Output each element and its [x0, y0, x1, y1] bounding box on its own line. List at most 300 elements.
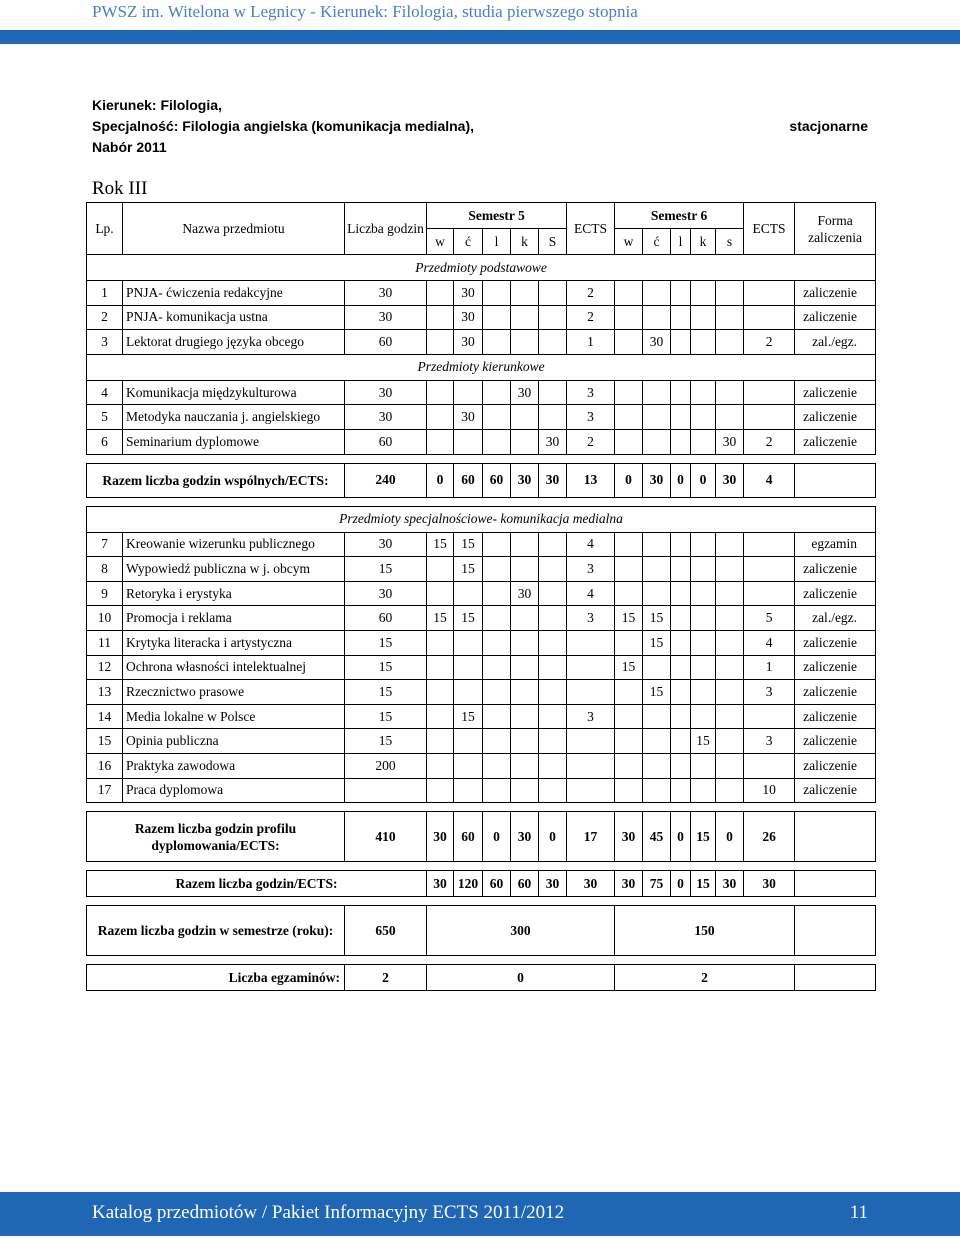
subject-value: 30	[345, 305, 427, 330]
subject-value: 10	[744, 778, 795, 803]
subject-value	[483, 581, 511, 606]
subject-value	[691, 429, 716, 454]
subject-value	[539, 655, 567, 680]
subject-value	[427, 405, 454, 430]
subject-value	[539, 532, 567, 557]
subject-value	[691, 557, 716, 582]
page-header-title: PWSZ im. Witelona w Legnicy - Kierunek: Filologia, studia pierwszego stopnia	[92, 2, 638, 21]
subject-value	[716, 405, 744, 430]
sum-profile-value: 0	[671, 812, 691, 862]
subject-row	[87, 330, 876, 355]
subject-value	[691, 655, 716, 680]
sem6-subheader: s	[716, 229, 744, 255]
sum-total-label: Razem liczba godzin/ECTS:	[87, 871, 427, 897]
assessment-form: zal./egz.	[795, 330, 876, 355]
subject-name: Retoryka i erystyka	[123, 581, 345, 606]
subject-value	[716, 380, 744, 405]
subject-value	[691, 753, 716, 778]
assessment-form: zaliczenie	[795, 753, 876, 778]
subject-value	[716, 281, 744, 306]
subject-value: 3	[567, 704, 615, 729]
section-major: Przedmioty kierunkowe	[87, 354, 876, 380]
subject-number: 9	[87, 581, 123, 606]
subject-value	[615, 330, 643, 355]
subject-number: 16	[87, 753, 123, 778]
subject-value	[539, 305, 567, 330]
subject-value	[483, 729, 511, 754]
subject-value: 30	[716, 429, 744, 454]
subject-value	[744, 281, 795, 306]
subject-row	[87, 305, 876, 330]
subject-value: 30	[345, 532, 427, 557]
subject-name: Opinia publiczna	[123, 729, 345, 754]
sum-profile-empty	[795, 812, 876, 862]
assessment-form: zaliczenie	[795, 581, 876, 606]
sum-common-value: 0	[691, 463, 716, 497]
subject-value	[671, 380, 691, 405]
subject-name: Kreowanie wizerunku publicznego	[123, 532, 345, 557]
subject-value	[511, 330, 539, 355]
subject-value	[427, 581, 454, 606]
subject-value	[671, 532, 691, 557]
subject-value	[615, 305, 643, 330]
subject-value: 2	[567, 429, 615, 454]
subject-name: Praca dyplomowa	[123, 778, 345, 803]
subject-value: 15	[615, 655, 643, 680]
subject-value	[483, 655, 511, 680]
subject-value	[483, 532, 511, 557]
subject-value: 4	[744, 630, 795, 655]
subject-name: Komunikacja międzykulturowa	[123, 380, 345, 405]
sem6-subheader: ć	[643, 229, 671, 255]
subject-value	[483, 630, 511, 655]
subject-value: 30	[454, 305, 483, 330]
sum-semester-year: 650	[345, 906, 427, 956]
subject-value	[615, 581, 643, 606]
subject-value	[716, 680, 744, 705]
sum-profile-value: 17	[567, 812, 615, 862]
subject-value	[691, 380, 716, 405]
subject-value	[483, 778, 511, 803]
subject-value: 15	[454, 557, 483, 582]
subject-value	[671, 680, 691, 705]
subject-value	[511, 305, 539, 330]
subject-value	[691, 778, 716, 803]
subject-value	[671, 305, 691, 330]
program-line-field: Kierunek: Filologia,	[92, 97, 222, 113]
subject-number: 7	[87, 532, 123, 557]
subject-value	[511, 606, 539, 631]
sum-total-empty	[795, 871, 876, 897]
subject-value: 30	[345, 380, 427, 405]
subject-value: 4	[567, 581, 615, 606]
subject-value: 5	[744, 606, 795, 631]
subject-number: 11	[87, 630, 123, 655]
subject-value: 3	[567, 557, 615, 582]
subject-name: Seminarium dyplomowe	[123, 429, 345, 454]
sum-profile-label: Razem liczba godzin profilu dyplomowania/ECTS:	[87, 812, 345, 862]
subject-value	[716, 704, 744, 729]
exam-count-year: 2	[345, 965, 427, 991]
subject-value: 15	[643, 680, 671, 705]
assessment-form: zaliczenie	[795, 680, 876, 705]
subject-value: 15	[345, 557, 427, 582]
subject-row	[87, 704, 876, 729]
subject-number: 6	[87, 429, 123, 454]
subject-value	[539, 405, 567, 430]
program-info	[92, 95, 474, 158]
subject-value	[454, 380, 483, 405]
subject-value	[511, 405, 539, 430]
assessment-form: zaliczenie	[795, 704, 876, 729]
subject-value	[567, 680, 615, 705]
assessment-form: zaliczenie	[795, 729, 876, 754]
section-specialty: Przedmioty specjalnościowe- komunikacja medialna	[87, 506, 876, 532]
subject-value	[483, 405, 511, 430]
sum-profile-value: 410	[345, 812, 427, 862]
assessment-form: zaliczenie	[795, 655, 876, 680]
subject-value	[716, 305, 744, 330]
year-heading: Rok III	[92, 178, 148, 199]
assessment-form: zaliczenie	[795, 405, 876, 430]
subject-value	[671, 429, 691, 454]
subject-value: 3	[567, 405, 615, 430]
subject-value	[539, 380, 567, 405]
subject-value	[615, 429, 643, 454]
subject-value	[454, 630, 483, 655]
subject-name: Rzecznictwo prasowe	[123, 680, 345, 705]
subject-row	[87, 778, 876, 803]
subject-value	[483, 380, 511, 405]
subject-value	[539, 753, 567, 778]
subject-value	[671, 655, 691, 680]
sum-profile-value: 60	[454, 812, 483, 862]
subject-value	[539, 330, 567, 355]
assessment-form: zaliczenie	[795, 305, 876, 330]
subject-value	[643, 753, 671, 778]
subject-value	[691, 630, 716, 655]
subject-value	[716, 655, 744, 680]
subject-value	[643, 281, 671, 306]
subject-value: 2	[567, 305, 615, 330]
sum-total-value: 60	[511, 871, 539, 897]
sum-total-value: 30	[716, 871, 744, 897]
subject-value	[691, 405, 716, 430]
subject-number: 3	[87, 330, 123, 355]
subject-value	[345, 778, 427, 803]
assessment-form: zal./egz.	[795, 606, 876, 631]
subject-value	[671, 330, 691, 355]
subject-value	[716, 729, 744, 754]
subject-value	[643, 655, 671, 680]
sem6-subheader: w	[615, 229, 643, 255]
subject-value	[615, 729, 643, 754]
subject-value	[427, 429, 454, 454]
subject-value	[511, 429, 539, 454]
subject-name: PNJA- komunikacja ustna	[123, 305, 345, 330]
subject-value	[539, 581, 567, 606]
sum-profile-value: 0	[539, 812, 567, 862]
subject-value	[511, 680, 539, 705]
program-line-specialty: Specjalność: Filologia angielska (komunikacja medialna),	[92, 118, 475, 134]
subject-value	[539, 557, 567, 582]
subject-value	[744, 753, 795, 778]
subject-value	[427, 753, 454, 778]
subject-value: 30	[454, 281, 483, 306]
subject-value: 3	[744, 729, 795, 754]
subject-value	[427, 680, 454, 705]
subject-value	[483, 557, 511, 582]
subject-value	[691, 581, 716, 606]
subject-value	[539, 729, 567, 754]
subject-value: 3	[744, 680, 795, 705]
subject-value	[643, 704, 671, 729]
subject-value	[643, 532, 671, 557]
subject-value	[427, 281, 454, 306]
subject-value	[691, 281, 716, 306]
sum-common-value: 4	[744, 463, 795, 497]
subject-value	[716, 606, 744, 631]
footer-catalog-title: Katalog przedmiotów / Pakiet Informacyjny ECTS 2011/2012	[92, 1202, 565, 1223]
subject-value	[511, 630, 539, 655]
subject-value	[643, 429, 671, 454]
subject-value	[511, 704, 539, 729]
subject-row	[87, 429, 876, 454]
header-lp: Lp.	[87, 203, 123, 255]
subject-value	[454, 778, 483, 803]
subject-value	[615, 680, 643, 705]
subject-value	[671, 405, 691, 430]
subject-value	[615, 557, 643, 582]
subject-value	[671, 778, 691, 803]
sum-common-empty	[795, 463, 876, 497]
program-line-intake: Nabór 2011	[92, 139, 167, 155]
subject-value	[511, 753, 539, 778]
subject-name: Praktyka zawodowa	[123, 753, 345, 778]
assessment-form: zaliczenie	[795, 630, 876, 655]
header-form: Forma zaliczenia	[795, 203, 876, 255]
subject-value	[483, 753, 511, 778]
subject-value	[615, 380, 643, 405]
subject-value	[671, 606, 691, 631]
subject-value	[671, 704, 691, 729]
spacer	[87, 497, 876, 506]
subject-value	[716, 557, 744, 582]
subject-value	[671, 753, 691, 778]
page-number: 11	[849, 1202, 868, 1223]
subject-value: 15	[345, 729, 427, 754]
subject-number: 17	[87, 778, 123, 803]
subject-value	[615, 753, 643, 778]
subject-value: 60	[345, 429, 427, 454]
subject-name: Media lokalne w Polsce	[123, 704, 345, 729]
subject-value	[691, 330, 716, 355]
sum-total-value: 75	[643, 871, 671, 897]
subject-value	[691, 704, 716, 729]
sem5-subheader: k	[511, 229, 539, 255]
sum-total-value: 30	[615, 871, 643, 897]
header-ects-5: ECTS	[567, 203, 615, 255]
subject-value: 3	[567, 380, 615, 405]
subject-value	[643, 581, 671, 606]
subject-value	[539, 281, 567, 306]
subject-value: 15	[691, 729, 716, 754]
subject-number: 15	[87, 729, 123, 754]
subject-value: 30	[345, 405, 427, 430]
sum-profile-value: 15	[691, 812, 716, 862]
subject-name: Promocja i reklama	[123, 606, 345, 631]
subject-value	[671, 630, 691, 655]
sum-total-value: 120	[454, 871, 483, 897]
subject-value: 30	[345, 581, 427, 606]
subject-value	[483, 330, 511, 355]
subject-value: 1	[744, 655, 795, 680]
header-rule	[0, 30, 960, 44]
subject-value	[615, 704, 643, 729]
sem6-subheader: k	[691, 229, 716, 255]
subject-value	[511, 281, 539, 306]
subject-value	[539, 704, 567, 729]
spacer	[87, 803, 876, 812]
subject-value	[427, 380, 454, 405]
subject-number: 13	[87, 680, 123, 705]
subject-value	[454, 429, 483, 454]
exam-count-sem6: 2	[615, 965, 795, 991]
subject-value	[716, 753, 744, 778]
subject-value	[744, 581, 795, 606]
subject-value	[427, 330, 454, 355]
subject-value	[716, 532, 744, 557]
subject-value	[671, 557, 691, 582]
sem5-subheader: l	[483, 229, 511, 255]
sem5-subheader: ć	[454, 229, 483, 255]
sum-semester-label: Razem liczba godzin w semestrze (roku):	[87, 906, 345, 956]
subject-value	[744, 405, 795, 430]
subject-value	[483, 606, 511, 631]
sum-profile-value: 26	[744, 812, 795, 862]
subject-value	[511, 729, 539, 754]
subject-value	[454, 680, 483, 705]
subject-value	[615, 281, 643, 306]
subject-value	[511, 778, 539, 803]
page-footer	[0, 1192, 960, 1236]
assessment-form: zaliczenie	[795, 281, 876, 306]
subject-row	[87, 606, 876, 631]
exam-count-sem5: 0	[427, 965, 615, 991]
sum-common-value: 0	[427, 463, 454, 497]
subject-value	[427, 630, 454, 655]
subject-value	[567, 753, 615, 778]
subject-value: 200	[345, 753, 427, 778]
subject-number: 8	[87, 557, 123, 582]
subject-number: 5	[87, 405, 123, 430]
subject-value: 30	[345, 281, 427, 306]
subject-value	[744, 380, 795, 405]
subject-value	[716, 630, 744, 655]
sum-profile-value: 30	[615, 812, 643, 862]
subject-value: 15	[345, 630, 427, 655]
spacer	[87, 862, 876, 871]
subject-value	[427, 778, 454, 803]
sum-semester-5: 300	[427, 906, 615, 956]
subject-number: 2	[87, 305, 123, 330]
subject-value	[643, 729, 671, 754]
subject-value	[691, 680, 716, 705]
subject-row	[87, 405, 876, 430]
subject-value: 3	[567, 606, 615, 631]
subject-value: 30	[454, 405, 483, 430]
spacer	[87, 897, 876, 906]
section-basic: Przedmioty podstawowe	[87, 255, 876, 281]
subject-value	[454, 729, 483, 754]
sum-profile-value: 0	[483, 812, 511, 862]
subject-value	[427, 655, 454, 680]
subject-name: Metodyka nauczania j. angielskiego	[123, 405, 345, 430]
sum-total-value: 30	[567, 871, 615, 897]
subject-row	[87, 532, 876, 557]
subject-value	[716, 581, 744, 606]
subject-number: 12	[87, 655, 123, 680]
subject-value	[744, 532, 795, 557]
subject-value	[744, 305, 795, 330]
sum-common-value: 30	[539, 463, 567, 497]
subject-value	[511, 532, 539, 557]
subject-value	[643, 557, 671, 582]
subject-value: 30	[511, 380, 539, 405]
subject-value: 1	[567, 330, 615, 355]
subject-row	[87, 557, 876, 582]
subject-row	[87, 680, 876, 705]
subject-row	[87, 729, 876, 754]
subject-value	[691, 532, 716, 557]
assessment-form: zaliczenie	[795, 380, 876, 405]
sem5-subheader: S	[539, 229, 567, 255]
subject-value	[511, 655, 539, 680]
assessment-form: zaliczenie	[795, 778, 876, 803]
sum-common-label: Razem liczba godzin wspólnych/ECTS:	[87, 463, 345, 497]
subject-value	[454, 581, 483, 606]
subject-value: 4	[567, 532, 615, 557]
subject-value	[615, 778, 643, 803]
exam-count-label: Liczba egzaminów:	[87, 965, 345, 991]
subject-value: 15	[345, 704, 427, 729]
subject-value	[615, 630, 643, 655]
spacer	[87, 454, 876, 463]
subject-row	[87, 655, 876, 680]
sum-common-value: 0	[671, 463, 691, 497]
subject-value: 15	[643, 606, 671, 631]
subject-value	[511, 557, 539, 582]
subject-name: Ochrona własności intelektualnej	[123, 655, 345, 680]
subject-number: 14	[87, 704, 123, 729]
subject-name: Lektorat drugiego języka obcego	[123, 330, 345, 355]
subject-value	[643, 405, 671, 430]
subject-value	[427, 704, 454, 729]
subject-value	[483, 680, 511, 705]
subject-number: 1	[87, 281, 123, 306]
sum-common-value: 30	[643, 463, 671, 497]
sum-profile-value: 45	[643, 812, 671, 862]
subject-value: 15	[427, 606, 454, 631]
subject-value	[427, 729, 454, 754]
subject-value	[539, 778, 567, 803]
subject-value	[716, 330, 744, 355]
sum-semester-6: 150	[615, 906, 795, 956]
subject-value	[567, 655, 615, 680]
subject-value: 15	[454, 532, 483, 557]
sum-common-value: 30	[511, 463, 539, 497]
subject-value: 15	[643, 630, 671, 655]
